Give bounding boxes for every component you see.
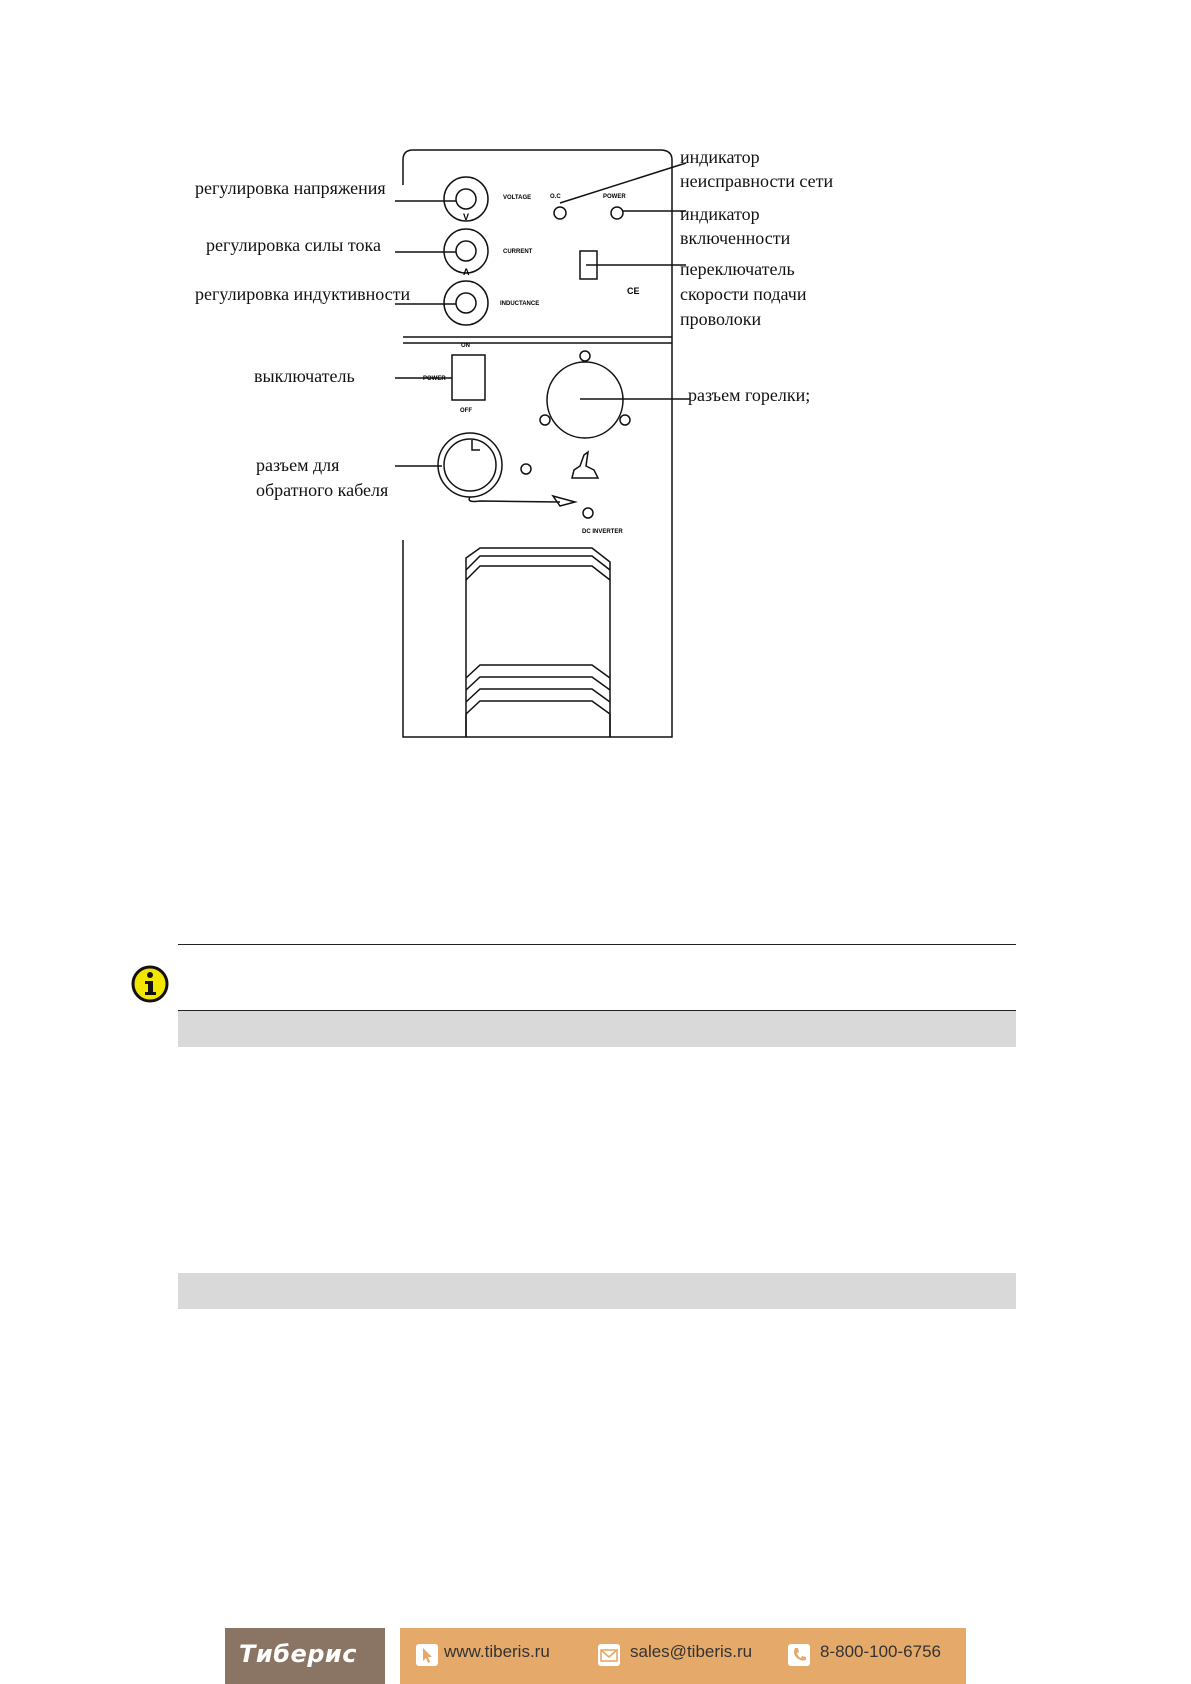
ventilation-grille [466,548,610,737]
label-fault-indicator-2: неисправности сети [680,171,834,191]
label-torch-socket: разъем горелки; [688,385,811,405]
main-power-switch [452,355,485,400]
label-wire-speed-1: переключатель [680,259,795,279]
label-return-cable-1: разъем для [256,455,340,475]
label-inductance-adjust: регулировка индуктивности [195,284,411,304]
phone-icon [788,1644,810,1666]
cursor-icon [416,1644,438,1666]
inductance-mark: INDUCTANCE [500,301,540,307]
current-mark: CURRENT [503,249,533,255]
label-power-indicator-1: индикатор [680,204,760,224]
power-indicator-lamp [611,207,623,219]
a-mark: A [463,267,470,277]
footer-phone-link[interactable]: 8-800-100-6756 [820,1642,941,1661]
info-icon [130,964,170,1004]
oc-mark: O.C [550,194,561,200]
label-power-indicator-2: включенности [680,228,791,248]
note-top-rule [178,944,1016,945]
welder-front-panel-diagram [0,0,1191,760]
brand-logo: Тиберис [239,1640,357,1668]
label-wire-speed-3: проволоки [680,309,762,329]
off-mark: OFF [460,408,472,414]
fault-indicator-lamp [554,207,566,219]
footer-email-link[interactable]: sales@tiberis.ru [630,1642,753,1661]
label-fault-indicator-1: индикатор [680,147,760,167]
dc-inverter-mark: DC INVERTER [582,529,623,535]
power-switch-mark: POWER [423,376,446,382]
torch-socket [547,362,623,438]
footer-contacts [400,1628,966,1684]
label-return-cable-2: обратного кабеля [256,480,389,500]
inductance-knob [444,281,488,325]
label-current-adjust: регулировка силы тока [206,235,381,255]
return-cable-socket [438,433,502,497]
on-mark: ON [461,343,470,349]
footer-brand-block [225,1628,385,1684]
ce-mark: CE [627,286,640,296]
label-wire-speed-2: скорости подачи [680,284,807,304]
v-mark: V [463,212,470,222]
grey-header-bar-1 [178,1011,1016,1047]
label-power-switch: выключатель [254,366,355,386]
voltage-mark: VOLTAGE [503,195,532,201]
label-voltage-adjust: регулировка напряжения [195,178,386,198]
panel-outline [403,150,672,737]
grey-header-bar-2 [178,1273,1016,1309]
mail-icon [598,1644,620,1666]
footer-website-link[interactable]: www.tiberis.ru [444,1642,550,1661]
power-mark: POWER [603,194,626,200]
